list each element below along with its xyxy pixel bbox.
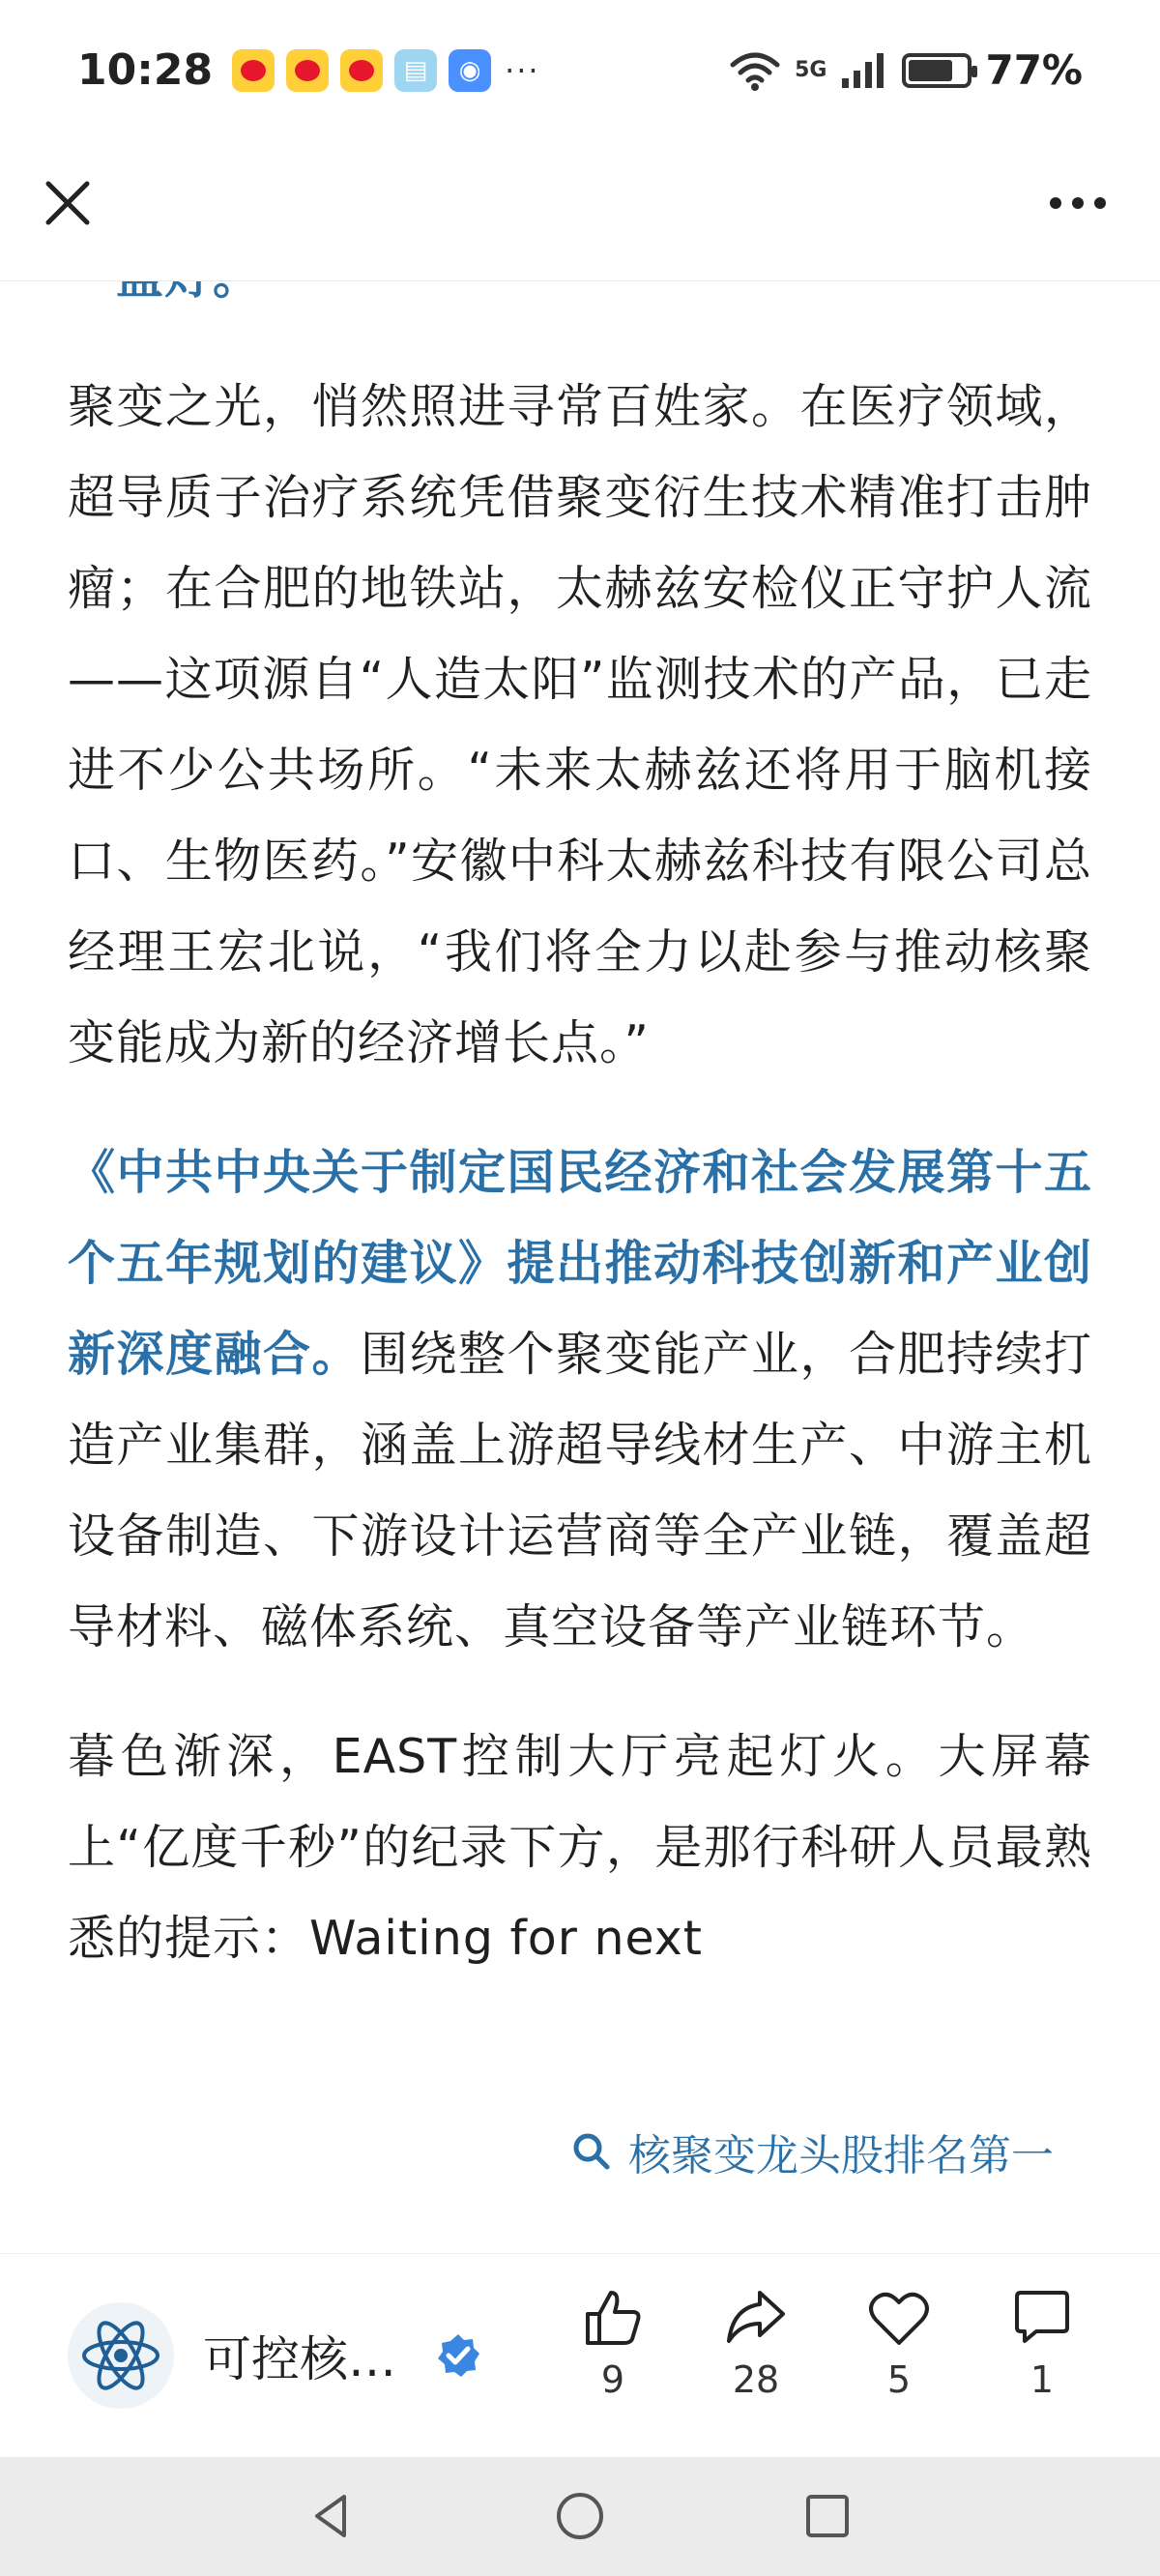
- weibo-icon: [340, 49, 383, 92]
- article-content: [68, 232, 1092, 1984]
- wifi-icon: [729, 49, 781, 92]
- comment-icon: [1007, 2283, 1077, 2353]
- close-icon[interactable]: [39, 174, 97, 232]
- status-time: 10:28: [77, 45, 214, 95]
- avatar[interactable]: [68, 2302, 174, 2409]
- battery-icon: [902, 53, 972, 88]
- notification-icons: [232, 49, 491, 92]
- like-button[interactable]: [541, 2283, 684, 2401]
- author-info[interactable]: [68, 2302, 481, 2409]
- article-body[interactable]: [68, 280, 1092, 2253]
- search-icon: [570, 2130, 613, 2173]
- network-type-label: 5G: [795, 58, 827, 82]
- engagement-actions: [541, 2283, 1114, 2401]
- status-bar: [0, 0, 1160, 140]
- article-paragraph: [68, 1127, 1092, 1673]
- share-icon: [721, 2283, 791, 2353]
- system-navigation-bar: [0, 2456, 1160, 2576]
- heart-icon: [864, 2283, 934, 2353]
- weibo-icon: [286, 49, 329, 92]
- highlighted-text: 《中共中央关于制定国民经济和社会发展第十五个五年规划的建议》提出推动科技创新和产业创新深度融合。: [68, 1145, 1092, 1382]
- battery-percentage: 77%: [985, 46, 1083, 94]
- signal-icon: [840, 51, 888, 90]
- bottom-action-bar: [0, 2253, 1160, 2457]
- article-paragraph: 暮色渐深，EAST控制大厅亮起灯火。大屏幕上“亿度千秒”的纪录下方，是那行科研人员最熟悉的提示：Waiting for next: [68, 1729, 1092, 1966]
- comment-button[interactable]: [971, 2283, 1114, 2401]
- back-icon[interactable]: [305, 2489, 360, 2543]
- verified-badge-icon: [435, 2332, 481, 2379]
- share-count: 28: [732, 2358, 780, 2401]
- article-paragraph: 聚变之光，悄然照进寻常百姓家。在医疗领域，超导质子治疗系统凭借聚变衍生技术精准打击肿瘤；在合肥的地铁站，太赫兹安检仪正守护人流——这项源自“人造太阳”监测技术的产品，已走进不少公共场所。“未来太赫兹还将用于脑机接口、生物医药。”安徽中科太赫兹科技有限公司总经理王宏北说，“我们将全力以赴参与推动核聚变能成为新的经济增长点。”: [68, 379, 1092, 1070]
- author-name[interactable]: 可控核…: [203, 2331, 396, 2387]
- battery-level-fill: [909, 60, 952, 81]
- book-app-icon: ▤: [394, 49, 437, 92]
- paragraph-text: 围绕整个聚变能产业，合肥持续打造产业集群，涵盖上游超导线材生产、中游主机设备制造、下游设计运营商等全产业链，覆盖超导材料、磁体系统、真空设备等产业链环节。: [68, 1327, 1092, 1654]
- recent-apps-icon[interactable]: [800, 2489, 855, 2543]
- home-icon[interactable]: [553, 2489, 607, 2543]
- search-suggestion-text: 核聚变龙头股排名第一: [628, 2131, 1054, 2181]
- thumbs-up-icon: [578, 2283, 648, 2353]
- favorite-count: 5: [886, 2358, 912, 2401]
- share-button[interactable]: [684, 2283, 827, 2401]
- like-count: 9: [600, 2358, 625, 2401]
- search-suggestion[interactable]: [541, 2108, 1160, 2195]
- more-notifications-indicator: ···: [505, 51, 540, 89]
- comment-count: 1: [1030, 2358, 1055, 2401]
- weibo-icon: [232, 49, 275, 92]
- vpn-app-icon: ◉: [449, 49, 491, 92]
- article-top-bar: [0, 140, 1160, 281]
- more-options-icon[interactable]: [1044, 179, 1112, 227]
- status-right-group: [729, 46, 1083, 94]
- atom-icon: [79, 2314, 162, 2397]
- favorite-button[interactable]: [827, 2283, 971, 2401]
